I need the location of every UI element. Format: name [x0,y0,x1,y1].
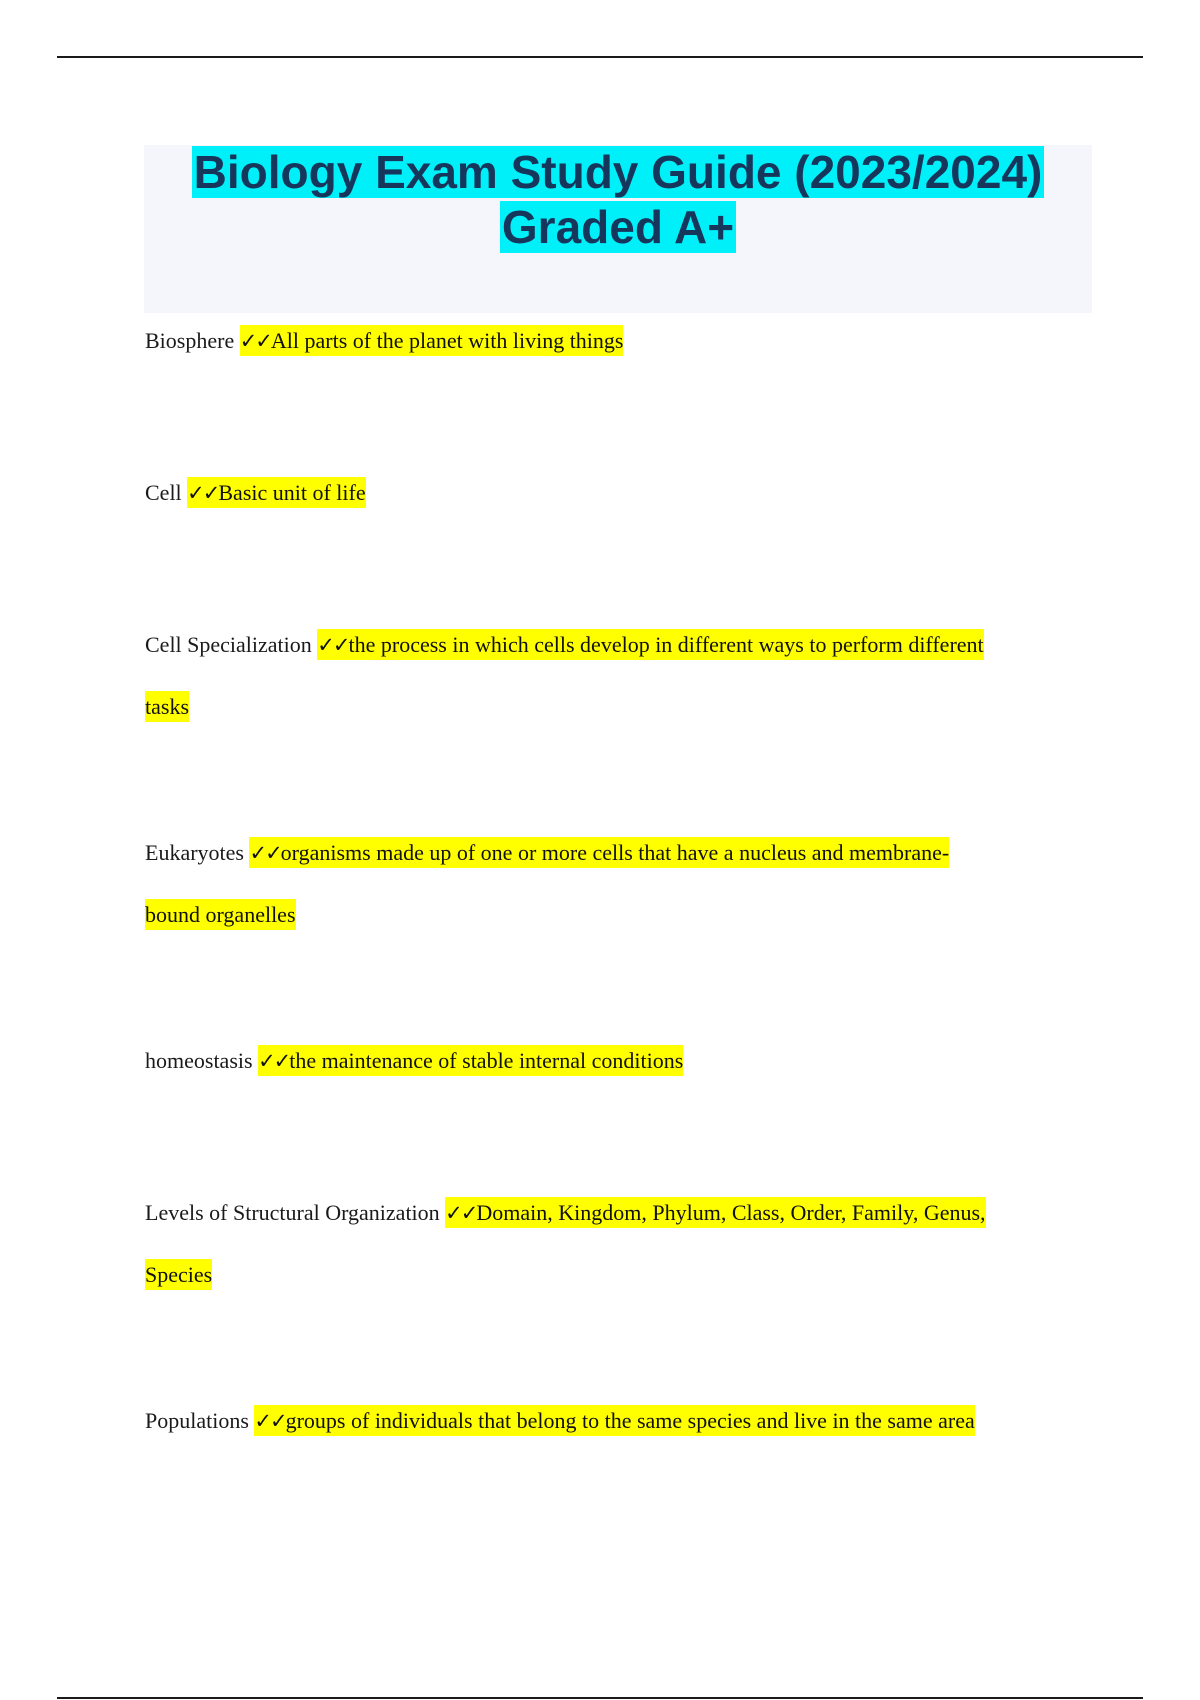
title-line-2: Graded A+ [501,201,735,253]
entry-definition-continued: tasks [145,691,189,722]
entry-term: Populations [145,1408,249,1433]
entry-term: Cell [145,480,182,505]
header-rule [57,56,1143,58]
entry-definition: All parts of the planet with living things [270,328,624,353]
document-title-continued [144,200,1092,255]
entry-definition: groups of individuals that belong to the same species and live in the same area [285,1408,975,1433]
entry-answer [249,837,949,868]
entry-answer [445,1197,985,1228]
entry-term: Biosphere [145,328,235,353]
entry-definition: Domain, Kingdom, Phylum, Class, Order, Family, Genus, [476,1200,986,1225]
entry-definition-continued: bound organelles [145,899,296,930]
double-check-icon: ✓✓ [187,481,219,505]
double-check-icon: ✓✓ [317,633,349,657]
entry-eukaryotes [145,822,1085,945]
entry-answer [187,477,365,508]
double-check-icon: ✓✓ [258,1049,290,1073]
entry-term: homeostasis [145,1048,253,1073]
entry-populations [145,1390,1085,1452]
entry-answer [317,629,983,660]
entry-homeostasis [145,1030,1085,1092]
entry-term: Levels of Structural Organization [145,1200,440,1225]
double-check-icon: ✓✓ [239,329,271,353]
entry-answer [240,325,624,356]
entry-definition: the maintenance of stable internal conditions [289,1048,684,1073]
entry-definition-continued: Species [145,1259,212,1290]
entry-answer [258,1045,683,1076]
entry-answer [254,1405,974,1436]
entry-term: Cell Specialization [145,632,312,657]
entry-cell [145,462,1085,524]
entry-definition: Basic unit of life [218,480,366,505]
double-check-icon: ✓✓ [249,841,281,865]
double-check-icon: ✓✓ [445,1201,477,1225]
document-title [144,145,1092,200]
entry-levels-of-structural-organization [145,1182,1085,1305]
entry-definition: the process in which cells develop in different ways to perform different [348,632,984,657]
entry-biosphere [145,310,1085,372]
title-block [144,145,1092,313]
double-check-icon: ✓✓ [254,1409,286,1433]
footer-rule [57,1697,1143,1699]
entry-definition: organisms made up of one or more cells that have a nucleus and membrane- [280,840,950,865]
entry-cell-specialization [145,614,1085,737]
title-line-1: Biology Exam Study Guide (2023/2024) [193,146,1043,198]
entry-term: Eukaryotes [145,840,244,865]
